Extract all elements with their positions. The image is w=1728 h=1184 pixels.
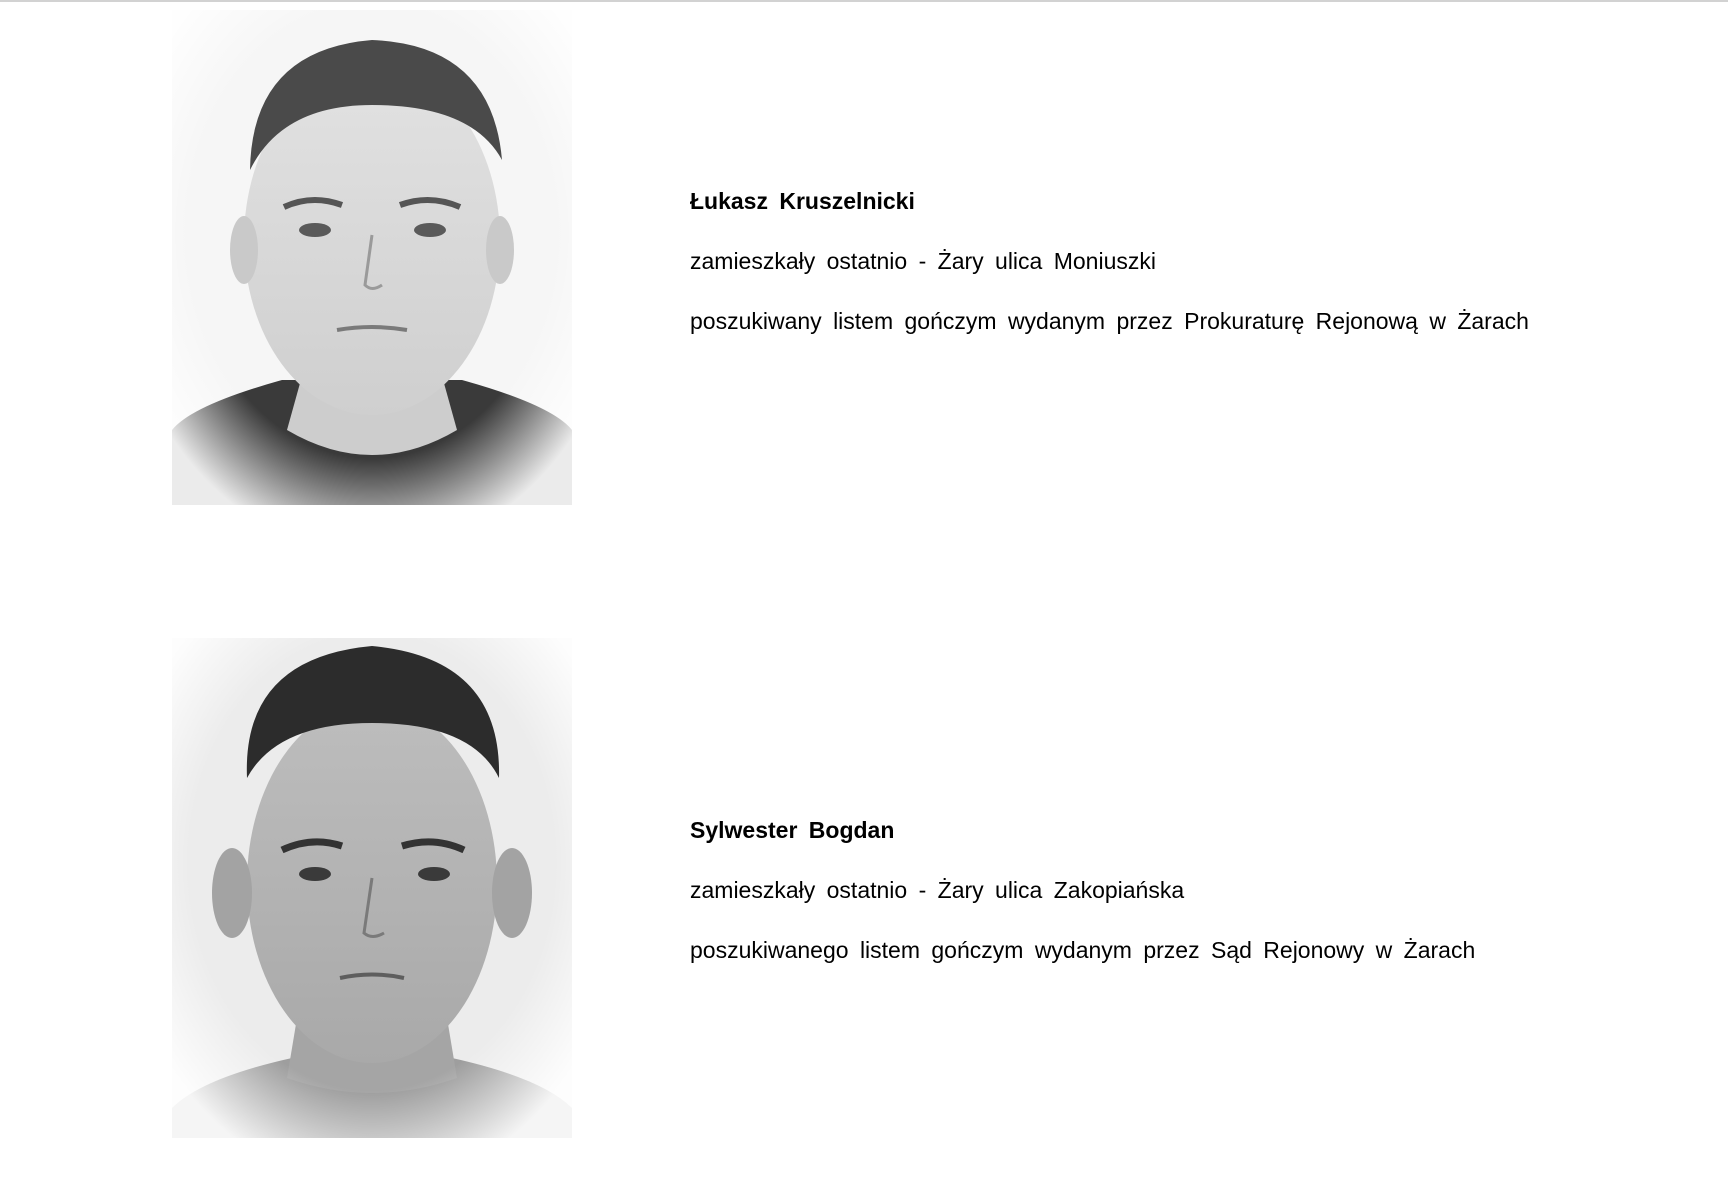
person-details bbox=[690, 186, 1690, 366]
person-warrant: poszukiwanego listem gończym wydanym przez Sąd Rejonowy w Żarach bbox=[690, 937, 1476, 963]
person-name: Łukasz Kruszelnicki bbox=[690, 188, 915, 214]
person-photo bbox=[172, 638, 572, 1138]
wanted-person-entry bbox=[0, 0, 1728, 560]
person-details bbox=[690, 815, 1690, 995]
person-name: Sylwester Bogdan bbox=[690, 817, 895, 843]
wanted-person-entry bbox=[0, 620, 1728, 1180]
person-photo bbox=[172, 10, 572, 505]
person-warrant: poszukiwany listem gończym wydanym przez Prokuraturę Rejonową w Żarach bbox=[690, 308, 1529, 334]
person-residence: zamieszkały ostatnio - Żary ulica Zakopiańska bbox=[690, 877, 1185, 903]
person-residence: zamieszkały ostatnio - Żary ulica Moniuszki bbox=[690, 248, 1156, 274]
